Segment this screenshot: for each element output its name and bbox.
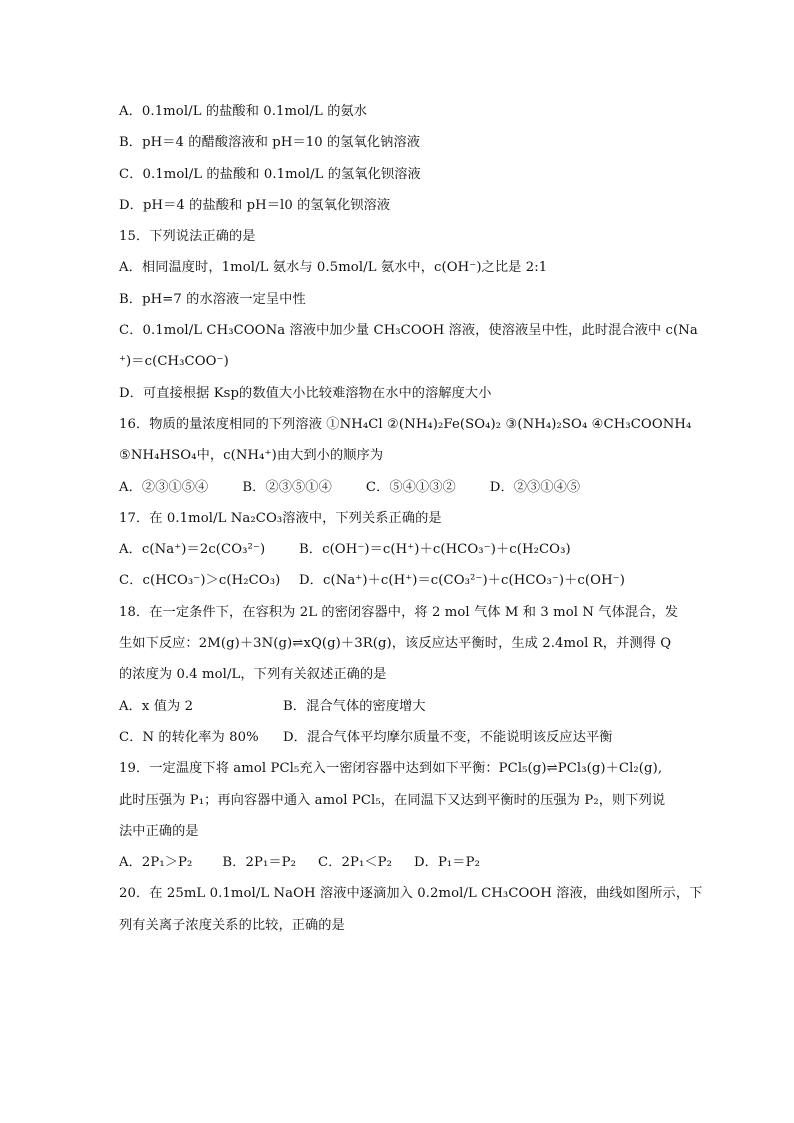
q18-options-row1 [119, 691, 679, 722]
q18-option-d: D．混合气体平均摩尔质量不变，不能说明该反应达平衡 [283, 729, 613, 745]
q18-stem-line1: 18．在一定条件下，在容积为 2L 的密闭容器中，将 2 mol 气体 M 和 3 mol N 气体混合，发 [119, 604, 679, 620]
q18-stem-line2: 生如下反应：2M(g)＋3N(g)⇌xQ(g)＋3R(g)，该反应达平衡时，生成 2.4mol R，并测得 Q [119, 636, 672, 652]
q19-stem-line3: 法中正确的是 [119, 823, 199, 839]
q19-stem-line2: 此时压强为 P₁；再向容器中通入 amol PCl₅，在同温下又达到平衡时的压强为 P₂，则下列说 [119, 792, 666, 808]
q17-option-b: B．c(OH⁻)＝c(H⁺)＋c(HCO₃⁻)＋c(H₂CO₃) [299, 542, 571, 558]
q18-option-a: A．x 值为 2 [119, 698, 194, 714]
q16-options [119, 472, 679, 503]
q19-option-a: A．2P₁＞P₂ [119, 855, 193, 871]
q17-options-row2 [119, 565, 679, 596]
q18-option-b: B．混合气体的密度增大 [283, 698, 426, 714]
q16-option-a: A．②③①⑤④ [119, 479, 209, 495]
q14-option-c: C．0.1mol/L 的盐酸和 0.1mol/L 的氢氧化钡溶液 [119, 166, 421, 182]
q14-option-d: D．pH＝4 的盐酸和 pH＝l0 的氢氧化钡溶液 [119, 197, 391, 213]
q15-option-c-line1: C．0.1mol/L CH₃COONa 溶液中加少量 CH₃COOH 溶液，使溶液呈中性，此时混合液中 c(Na [119, 323, 698, 339]
q17-options-row1 [119, 534, 679, 565]
q19-options [119, 847, 679, 878]
q16-option-b: B．②③⑤①④ [242, 479, 332, 495]
q14-option-a: A．0.1mol/L 的盐酸和 0.1mol/L 的氨水 [119, 104, 368, 119]
q18-stem-line3: 的浓度为 0.4 mol/L，下列有关叙述正确的是 [119, 667, 387, 683]
q17-option-a: A．c(Na⁺)＝2c(CO₃²⁻) [119, 542, 266, 558]
q19-option-c: C．2P₁＜P₂ [318, 855, 392, 871]
q19-stem-line1: 19．一定温度下将 amol PCl₅充入一密闭容器中达到如下平衡：PCl₅(g)⇌PCl₃(g)＋Cl₂(g), [119, 761, 663, 777]
q16-stem-line1: 16．物质的量浓度相同的下列溶液 ①NH₄Cl ②(NH₄)₂Fe(SO₄)₂ ③(NH₄)₂SO₄ ④CH₃COONH₄ [119, 416, 692, 432]
q15-option-d: D．可直接根据 Ksp的数值大小比较难溶物在水中的溶解度大小 [119, 385, 492, 401]
q15-stem: 15．下列说法正确的是 [119, 229, 256, 245]
q18-option-c: C．N 的转化率为 80% [119, 729, 259, 745]
q15-option-c-line2: ⁺)＝c(CH₃COO⁻) [119, 354, 229, 370]
q20-stem-line1: 20．在 25mL 0.1mol/L NaOH 溶液中逐滴加入 0.2mol/L CH₃COOH 溶液，曲线如图所示，下 [119, 886, 703, 902]
q18-options-row2 [119, 722, 679, 753]
q16-option-d: D．②③①④⑤ [489, 479, 581, 495]
q17-stem: 17．在 0.1mol/L Na₂CO₃溶液中，下列关系正确的是 [119, 510, 442, 526]
q15-option-a: A．相同温度时，1mol/L 氨水与 0.5mol/L 氨水中，c(OH⁻)之比是 2:1 [119, 260, 548, 276]
q17-option-c: C．c(HCO₃⁻)＞c(H₂CO₃) [119, 573, 281, 589]
q20-stem-line2: 列有关离子浓度关系的比较，正确的是 [119, 917, 345, 933]
q15-option-b: B．pH=7 的水溶液一定呈中性 [119, 291, 306, 307]
q19-option-d: D．P₁＝P₂ [413, 855, 480, 871]
exam-page [119, 96, 703, 941]
q19-option-b: B．2P₁＝P₂ [222, 855, 296, 871]
q14-option-b: B．pH＝4 的醋酸溶液和 pH＝10 的氢氧化钠溶液 [119, 135, 421, 151]
q17-option-d: D．c(Na⁺)＋c(H⁺)＝c(CO₃²⁻)＋c(HCO₃⁻)＋c(OH⁻) [299, 573, 625, 589]
q16-stem-line2: ⑤NH₄HSO₄中，c(NH₄⁺)由大到小的顺序为 [119, 448, 384, 464]
q16-option-c: C．⑤④①③② [365, 479, 456, 495]
